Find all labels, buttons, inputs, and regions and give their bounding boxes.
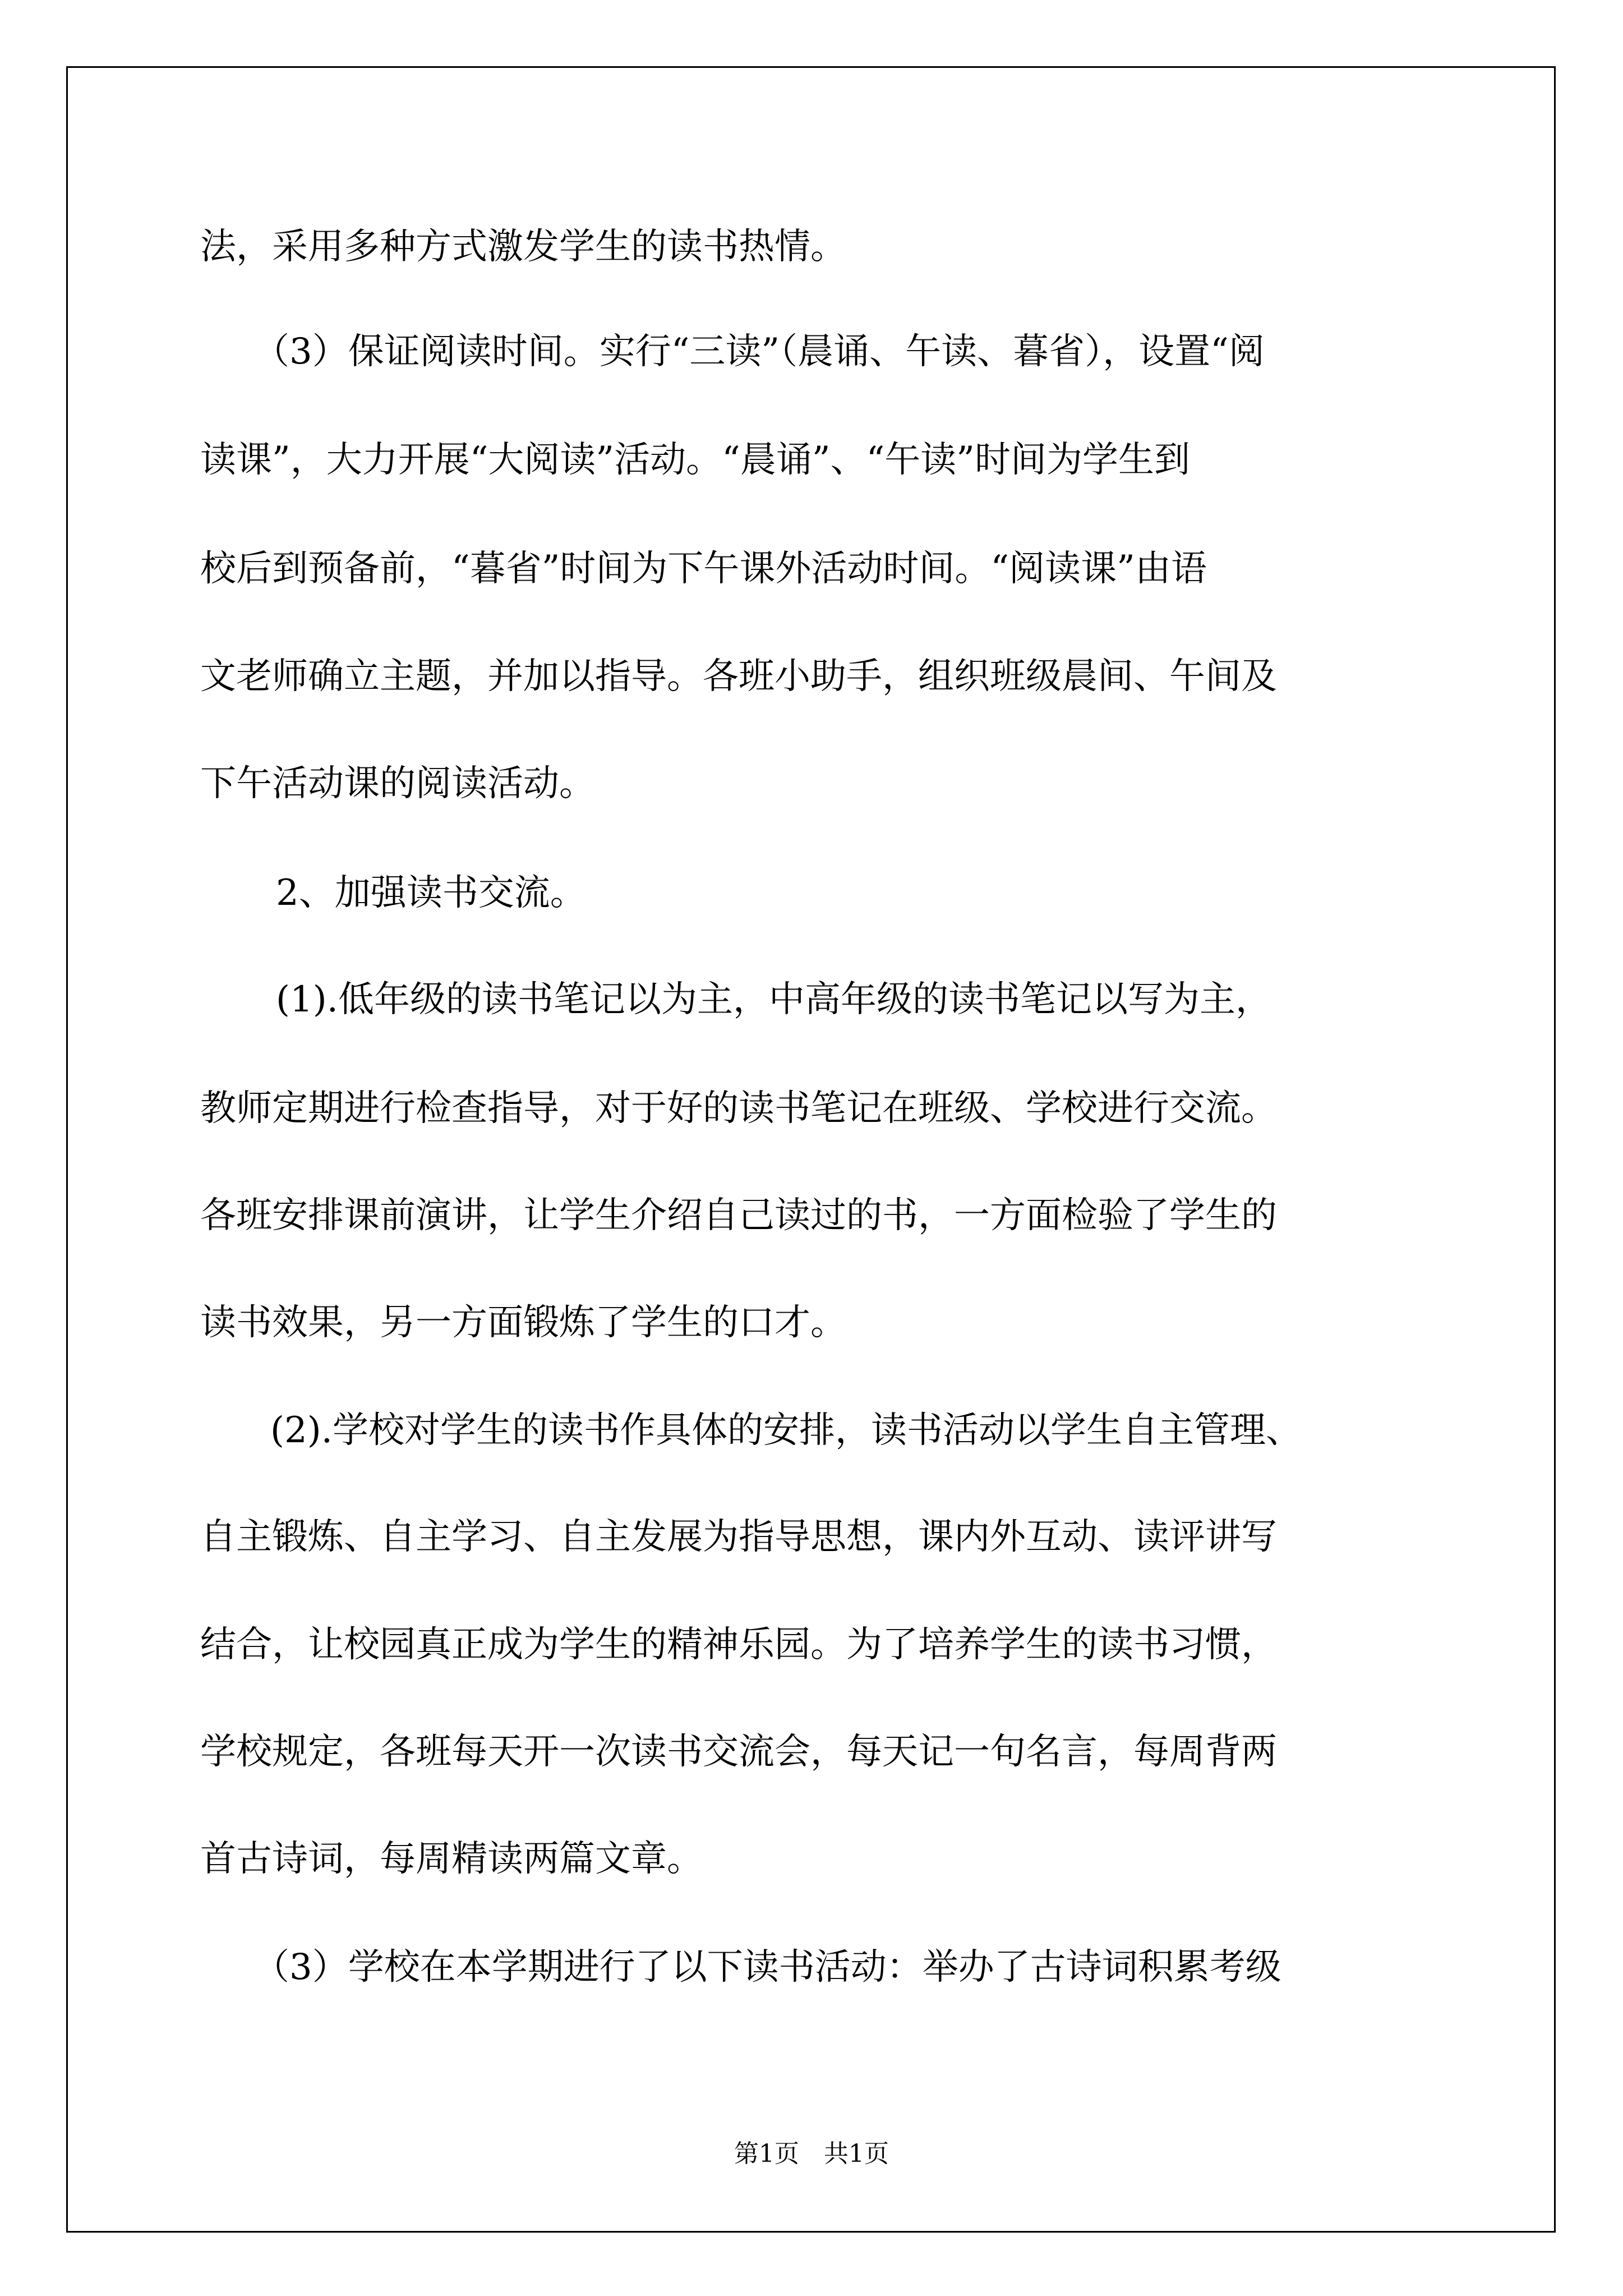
text-line: 文老师确立主题，并加以指导。各班小助手，组织班级晨间、午间及 bbox=[200, 656, 1277, 697]
text-line: 2、加强读书交流。 bbox=[276, 872, 586, 914]
page-border bbox=[66, 66, 1556, 2233]
text-line: 教师定期进行检查指导，对于好的读书笔记在班级、学校进行交流。 bbox=[200, 1088, 1277, 1129]
text-line: 下午活动课的阅读活动。 bbox=[200, 763, 595, 804]
text-line: 法，采用多种方式激发学生的读书热情。 bbox=[200, 226, 846, 268]
text-line: （3）学校在本学期进行了以下读书活动：举办了古诗词积累考级 bbox=[253, 1947, 1281, 1988]
text-line: 读课”，大力开展“大阅读”活动。“晨诵”、“午读”时间为学生到 bbox=[200, 439, 1191, 481]
text-line: 学校规定，各班每天开一次读书交流会，每天记一句名言，每周背两 bbox=[200, 1731, 1277, 1773]
text-line: (2).学校对学生的读书作具体的安排，读书活动以学生自主管理、 bbox=[270, 1410, 1302, 1451]
text-line: 校后到预备前，“暮省”时间为下午课外活动时间。“阅读课”由语 bbox=[200, 548, 1207, 590]
text-line: 自主锻炼、自主学习、自主发展为指导思想，课内外互动、读评讲写 bbox=[200, 1516, 1277, 1558]
text-line: 首古诗词，每周精读两篇文章。 bbox=[200, 1838, 703, 1880]
text-line: （3）保证阅读时间。实行“三读”（晨诵、午读、暮省），设置“阅 bbox=[253, 331, 1265, 372]
page-footer: 第1页 共1页 bbox=[734, 2139, 889, 2168]
text-line: 读书效果，另一方面锻炼了学生的口才。 bbox=[200, 1302, 846, 1343]
text-line: 各班安排课前演讲，让学生介绍自己读过的书，一方面检验了学生的 bbox=[200, 1195, 1277, 1236]
text-line: 结合，让校园真正成为学生的精神乐园。为了培养学生的读书习惯， bbox=[200, 1624, 1277, 1665]
text-line: (1).低年级的读书笔记以为主，中高年级的读书笔记以写为主， bbox=[276, 979, 1271, 1020]
